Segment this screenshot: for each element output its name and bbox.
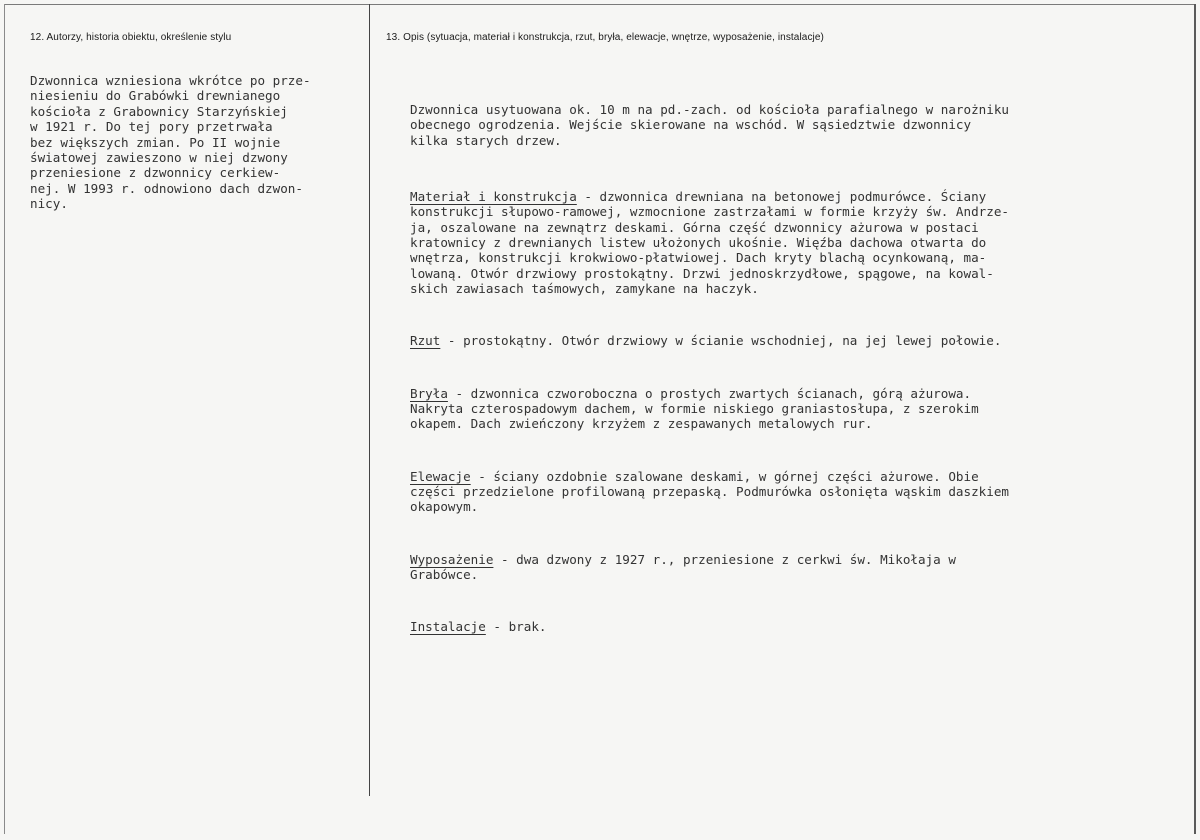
- wyposazenie-paragraph: [410, 552, 1009, 583]
- card-right-edge: [1194, 4, 1196, 834]
- history-line: w 1921 r. Do tej pory przetrwała: [30, 119, 273, 135]
- section-line: konstrukcji słupowo-ramowej, wzmocnione zastrzałami w formie krzyży św. Andrze-: [410, 204, 1009, 220]
- section-line: kratownicy z drewnianych listew ułożonych ukośnie. Więźba dachowa otwarta do: [410, 234, 987, 250]
- section-line: lowaną. Otwór drzwiowy prostokątny. Drzwi jednoskrzydłowe, spągowe, na kowal-: [410, 265, 994, 281]
- card-left-edge: [4, 4, 5, 834]
- intro-line: obecnego ogrodzenia. Wejście skierowane na wschód. W sąsiedztwie dzwonnicy: [410, 117, 972, 133]
- column-divider: [369, 4, 370, 796]
- section-first-line: [410, 189, 1009, 204]
- section-first-text: - dwa dzwony z 1927 r., przeniesione z cerkwi św. Mikołaja w: [493, 551, 956, 567]
- history-line: światowej zawieszono w niej dzwony: [30, 149, 288, 165]
- intro-line: Dzwonnica usytuowana ok. 10 m na pd.-zach. od kościoła parafialnego w narożniku: [410, 101, 1009, 117]
- card-top-edge: [4, 4, 1196, 5]
- history-line: kościoła z Grabownicy Starzyńskiej: [30, 103, 288, 119]
- section-line: Nakryta czterospadowym dachem, w formie niskiego graniastosłupa, z szerokim: [410, 400, 979, 416]
- history-line: nicy.: [30, 196, 68, 212]
- section-first-line: [410, 469, 1009, 484]
- section-line: okapem. Dach zwieńczony krzyżem z zespawanych metalowych rur.: [410, 416, 873, 432]
- section-title: Rzut: [410, 333, 441, 349]
- rzut-paragraph: [410, 333, 1009, 348]
- section-line: ja, oszalowane na zewnątrz deskami. Górna część dzwonnicy ażurowa w postaci: [410, 219, 979, 235]
- section-line: Grabówce.: [410, 566, 479, 582]
- section-first-line: [410, 619, 1009, 634]
- bryla-paragraph: [410, 386, 1009, 432]
- history-line: bez większych zmian. Po II wojnie: [30, 134, 281, 150]
- material-paragraph: [410, 189, 1009, 297]
- section-first-text: - dzwonnica czworoboczna o prostych zwartych ścianach, górą ażurowa.: [447, 385, 972, 401]
- section-title: Wyposażenie: [410, 551, 494, 567]
- section-title: Instalacje: [410, 619, 486, 635]
- history-line: nej. W 1993 r. odnowiono dach dzwon-: [30, 180, 303, 196]
- history-line: przeniesione z dzwonnicy cerkiew-: [30, 165, 281, 181]
- section-title: Materiał i konstrukcja: [410, 188, 577, 204]
- section-first-line: [410, 552, 1009, 567]
- section-first-line: [410, 386, 1009, 401]
- section-first-line: [410, 333, 1009, 348]
- section-13-header: 13. Opis (sytuacja, materiał i konstrukcja, rzut, bryła, elewacje, wnętrze, wyposażenie, instalacje): [386, 32, 824, 43]
- section-first-text: - dzwonnica drewniana na betonowej podmurówce. Ściany: [576, 188, 987, 204]
- section-title: Bryła: [410, 385, 448, 401]
- section-title: Elewacje: [410, 468, 471, 484]
- section-line: skich zawiasach taśmowych, zamykane na haczyk.: [410, 281, 759, 297]
- section-12-header: 12. Autorzy, historia obiektu, określenie stylu: [30, 32, 232, 43]
- section-first-text: - brak.: [485, 619, 547, 635]
- section-line: części przedzielone profilowaną przepaską. Podmurówka osłonięta wąskim daszkiem: [410, 483, 1009, 499]
- intro-paragraph: [410, 102, 1009, 148]
- section-first-text: - ściany ozdobnie szalowane deskami, w górnej części ażurowe. Obie: [470, 468, 979, 484]
- section-line: okapowym.: [410, 499, 479, 515]
- elewacje-paragraph: [410, 469, 1009, 515]
- intro-line: kilka starych drzew.: [410, 132, 562, 148]
- history-line: niesieniu do Grabówki drewnianego: [30, 88, 281, 104]
- history-line: Dzwonnica wzniesiona wkrótce po prze-: [30, 73, 311, 88]
- history-text: [30, 73, 311, 212]
- instalacje-paragraph: [410, 619, 1009, 634]
- description-text: [410, 71, 1009, 671]
- section-line: wnętrza, konstrukcji krokwiowo-płatwiowej. Dach kryty blachą ocynkowaną, ma-: [410, 250, 987, 266]
- section-first-text: - prostokątny. Otwór drzwiowy w ścianie wschodniej, na jej lewej połowie.: [440, 333, 1002, 349]
